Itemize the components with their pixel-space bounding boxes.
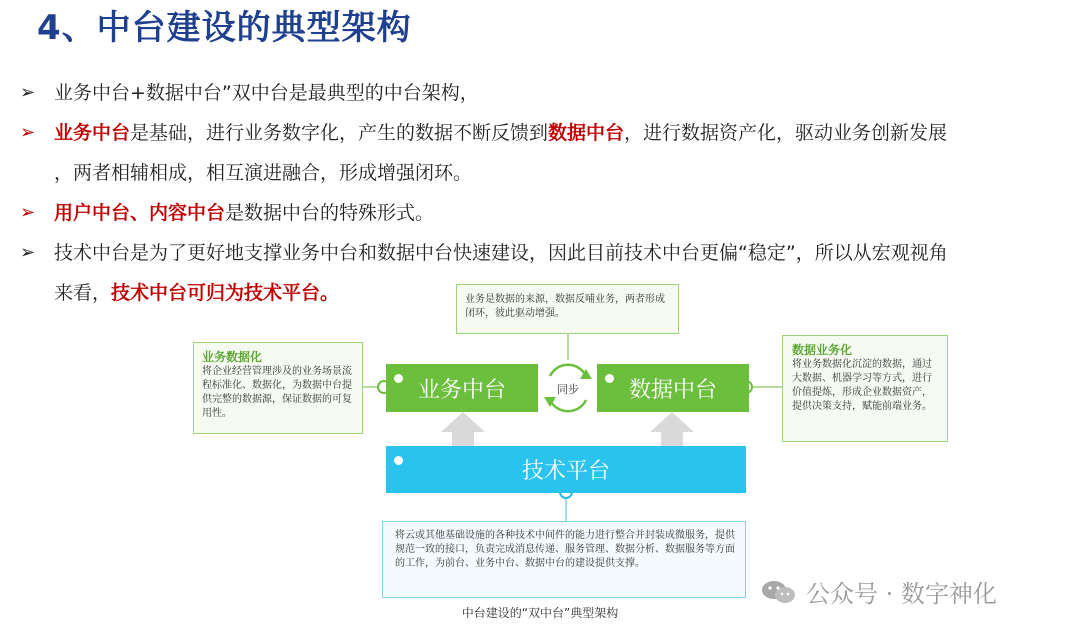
bullet-text: ，两者相辅相成，相互演进融合，形成增强闭环。	[54, 162, 473, 184]
tech-platform-block	[386, 446, 746, 493]
note-heading: 业务数据化	[202, 350, 263, 364]
arrow-bullet-icon: ➢	[20, 242, 36, 263]
note-data-businessization	[782, 335, 948, 442]
block-label: 技术平台	[521, 459, 610, 484]
wechat-icon	[760, 579, 798, 605]
note-closed-loop	[456, 284, 679, 334]
bullet-text: ，进行数据资产化，驱动业务创新发展	[624, 122, 948, 144]
arrow-bullet-icon: ➢	[20, 202, 36, 223]
note-text: 将云或其他基础设施的各种技术中间件的能力进行整合并封装成微服务，提供规范一致的接口，负责完成消息传递、服务管理、数据分析、数据服务等方面的工作，为前台、业务中台、数据中台的建设提供支撑。	[395, 530, 735, 569]
watermark	[760, 574, 997, 609]
bullet-text: 是数据中台的特殊形式。	[225, 202, 435, 224]
block-dot	[394, 456, 403, 465]
data-middle-platform-block	[597, 364, 749, 412]
block-label: 数据中台	[628, 377, 717, 403]
diagram-caption: 中台建设的“双中台”典型架构	[461, 606, 619, 620]
highlight-text: 数据中台	[548, 122, 625, 144]
highlight-text: 业务中台	[54, 122, 131, 144]
watermark-text: 公众号 · 数字神化	[806, 580, 997, 608]
arrow-bullet-icon: ➢	[20, 122, 36, 143]
block-label: 业务中台	[417, 377, 506, 403]
note-text: 将业务数据化沉淀的数据，通过大数据、机器学习等方式，进行价值提炼，形成企业数据资产，提供决策支持，赋能前端业务。	[792, 359, 932, 412]
note-business-digitization	[193, 342, 363, 434]
page-title: 4、中台建设的典型架构	[37, 8, 412, 48]
block-dot	[394, 374, 403, 383]
sync-label: 同步	[557, 383, 579, 396]
note-text: 业务是数据的来源，数据反哺业务，两者形成闭环，彼此驱动增强。	[465, 294, 665, 319]
bullet-text: 是基础，进行业务数字化，产生的数据不断反馈到	[130, 122, 549, 144]
business-middle-platform-block	[386, 364, 538, 412]
bullet-text: 业务中台+数据中台”双中台是最典型的中台架构，	[54, 82, 479, 104]
bullet-text: 来看，	[54, 282, 112, 304]
bullet-text: 技术中台是为了更好地支撑业务中台和数据中台快速建设，因此目前技术中台更偏“稳定”，所以从宏观视角	[54, 242, 948, 264]
highlight-text: 用户中台、内容中台	[54, 202, 226, 224]
highlight-text: 技术中台可归为技术平台。	[111, 282, 340, 304]
note-text: 将企业经营管理涉及的业务场景流程标准化、数据化，为数据中台提供完整的数据源，保证数据的可复用性。	[202, 366, 352, 419]
arrow-bullet-icon: ➢	[20, 82, 36, 103]
note-tech-platform	[382, 521, 746, 598]
note-heading: 数据业务化	[792, 343, 853, 357]
block-dot	[605, 374, 614, 383]
